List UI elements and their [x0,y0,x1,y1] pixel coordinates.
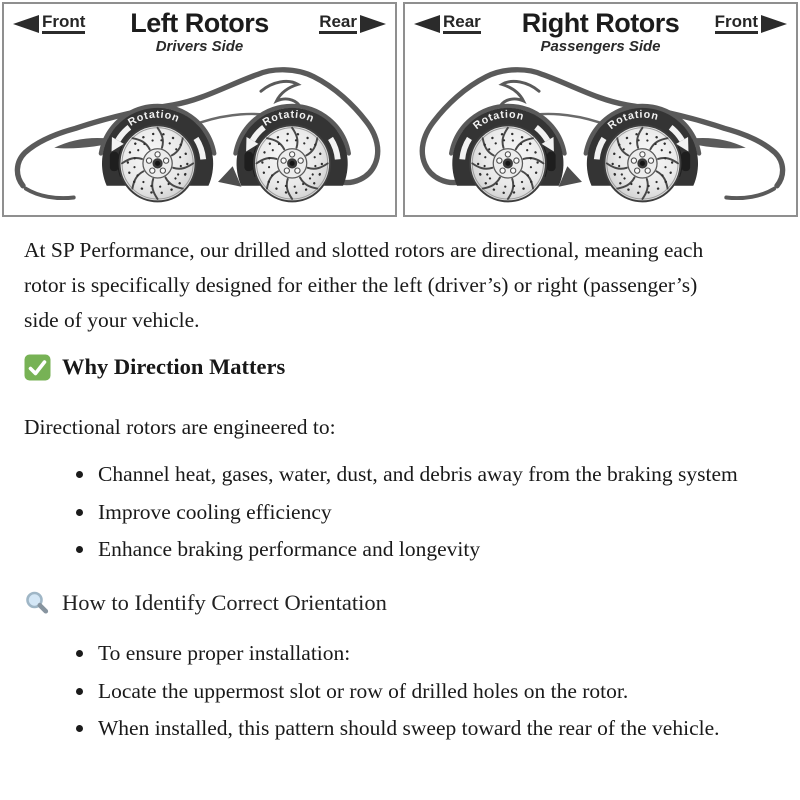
rear-label-text: Rear [319,13,357,34]
panel-title: Right Rotors [521,8,680,38]
why-direction-matters-heading [24,349,780,385]
front-arrow-icon [13,15,39,33]
front-direction-label [13,13,85,34]
list-item: When installed, this pattern should sweep toward the rear of the vehicle. [74,711,780,746]
panel-subtitle: Drivers Side [155,37,244,55]
heading-text: Why Direction Matters [62,354,286,380]
rotation-label: Rotation [471,108,526,133]
front-label-text: Front [715,13,758,34]
panel-right-header [405,4,796,61]
benefits-list [24,457,780,567]
intro-paragraph: At SP Performance, our drilled and slotted rotors are directional, meaning each rotor is specifically designed for either the left (driver’s) or right (passenger’s) side of your vehicle. [24,238,704,332]
panel-left-header [4,4,395,61]
magnifying-glass-emoji-icon [24,590,51,617]
front-label-text: Front [42,13,85,34]
rear-direction-label [414,13,481,34]
heading-text: How to Identify Correct Orientation [62,590,387,616]
panel-left-rotors [2,2,397,217]
engineered-lead: Directional rotors are engineered to: [24,414,336,439]
rotation-label: Rotation [126,108,182,129]
list-item: Channel heat, gases, water, dust, and debris away from the braking system [74,457,738,492]
article-body [0,217,800,746]
list-item: Locate the uppermost slot or row of drilled holes on the rotor. [74,674,780,709]
list-item: Improve cooling efficiency [74,495,738,530]
rear-label-text: Rear [443,13,481,34]
orientation-list [24,636,780,746]
rotor-direction-diagram [0,0,800,217]
list-item: To ensure proper installation: [74,636,780,671]
rotation-label: Rotation [260,108,316,129]
list-item: Enhance braking performance and longevity [74,532,738,567]
rear-arrow-icon [360,15,386,33]
rotation-label: Rotation [605,108,661,133]
identify-orientation-heading [24,585,780,621]
panel-title: Left Rotors [130,8,269,38]
panel-right-rotors [403,2,798,217]
front-direction-label [715,13,787,34]
car-diagram-left [4,61,395,217]
front-arrow-icon [761,15,787,33]
rear-direction-label [319,13,386,34]
check-mark-emoji-icon [24,354,51,381]
rear-arrow-icon [414,15,440,33]
car-diagram-right [405,61,796,217]
panel-subtitle: Passengers Side [540,37,661,55]
